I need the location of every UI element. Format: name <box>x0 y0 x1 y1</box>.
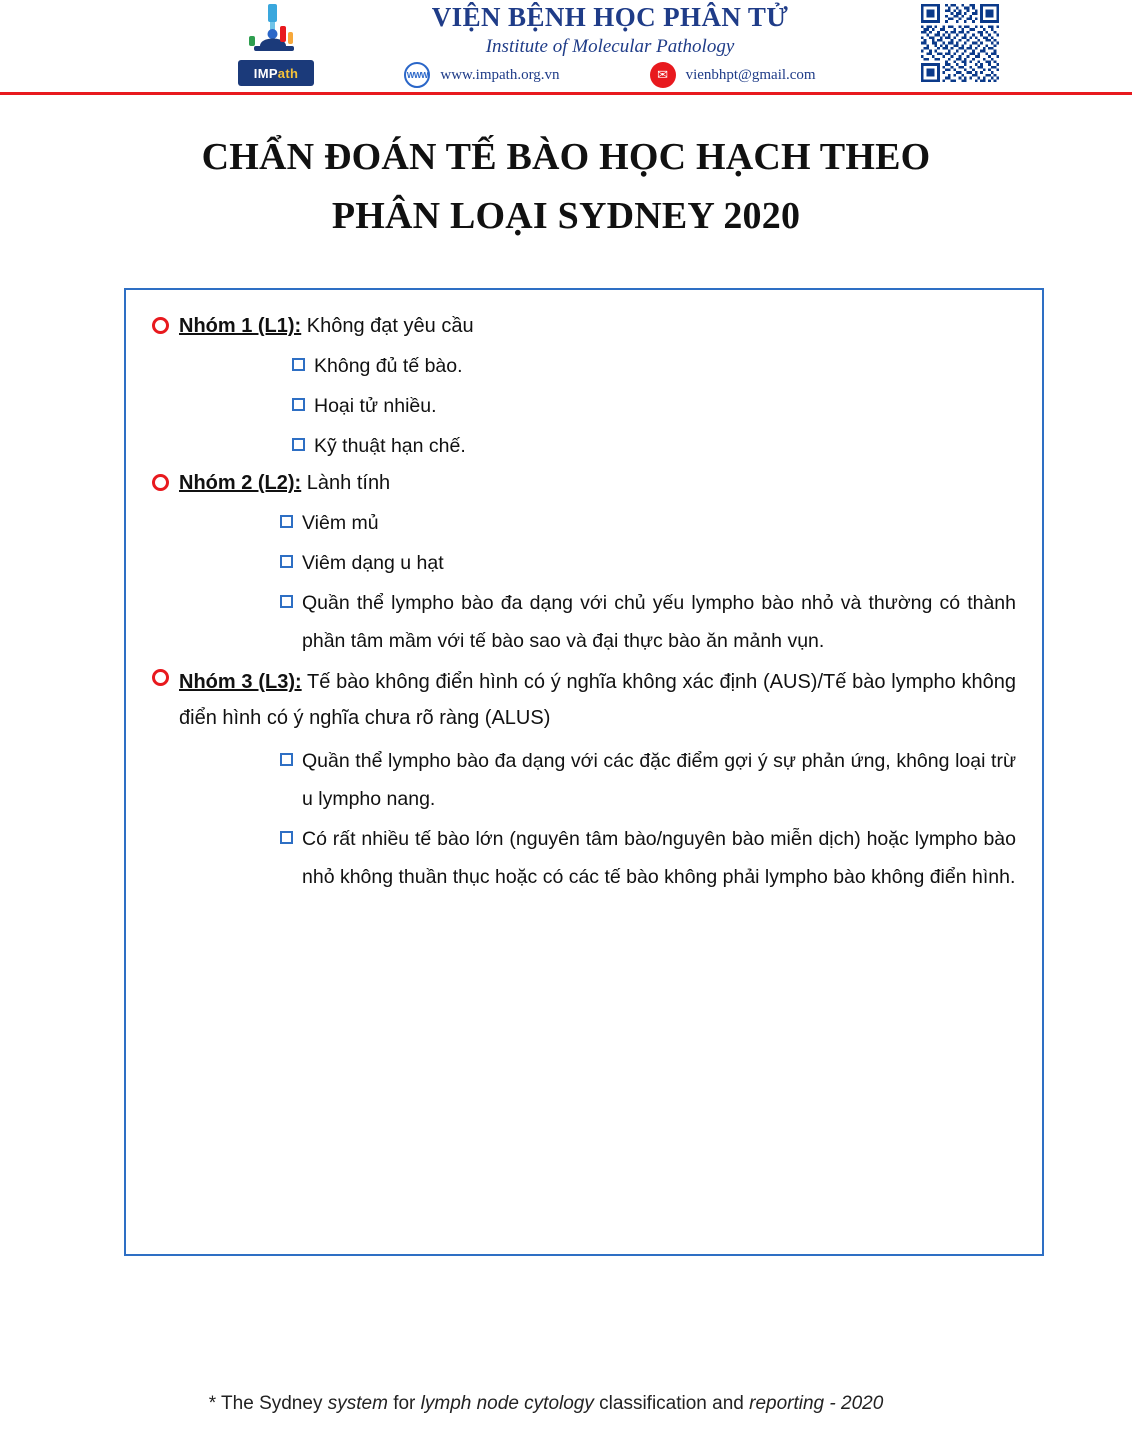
list-item-text: Có rất nhiều tế bào lớn (nguyên tâm bào/nguyên bào miễn dịch) hoặc lympho bào nhỏ không thuần thục hoặc có các tế bào không phải lympho bào không điển hình. <box>302 828 1016 889</box>
ring-bullet-icon <box>152 669 169 686</box>
footnote-em-3: reporting - 2020 <box>749 1393 884 1414</box>
footnote-em-1: system <box>327 1393 388 1414</box>
classification-content-box <box>124 288 1044 1256</box>
checkbox-square-icon <box>280 753 293 766</box>
list-item <box>280 504 1016 542</box>
checkbox-square-icon <box>280 515 293 528</box>
header-divider <box>0 92 1132 95</box>
list-item <box>292 347 1016 385</box>
list-item-text: Quần thể lympho bào đa dạng với chủ yếu lympho bào nhỏ và thường có thành phần tâm mầm với tế bào sao và đại thực bào ăn mảnh vụn. <box>302 592 1016 653</box>
page-title <box>0 128 1132 246</box>
list-item <box>292 387 1016 425</box>
group-l3-label: Nhóm 3 (L3): <box>179 671 302 694</box>
impath-logo <box>238 2 314 88</box>
checkbox-square-icon <box>280 831 293 844</box>
globe-icon <box>404 62 430 88</box>
qr-code-icon <box>921 4 999 82</box>
list-item <box>280 742 1016 818</box>
org-title-en: Institute of Molecular Pathology <box>485 36 735 57</box>
microscope-icon <box>246 2 302 60</box>
footnote-mid-2: classification and <box>593 1393 750 1414</box>
group-l1-label: Nhóm 1 (L1): <box>179 315 302 337</box>
group-l2-items <box>152 504 1016 660</box>
group-l2-label: Nhóm 2 (L2): <box>179 472 302 495</box>
list-item <box>280 820 1016 896</box>
page-title-line-2: PHÂN LOẠI SYDNEY 2020 <box>331 194 801 237</box>
list-item-text: Quần thể lympho bào đa dạng với các đặc điểm gợi ý sự phản ứng, không loại trừ u lympho nang. <box>302 750 1016 811</box>
page-title-line-1: CHẨN ĐOÁN TẾ BÀO HỌC HẠCH THEO <box>201 136 931 178</box>
group-l2 <box>152 469 1016 660</box>
group-l3-heading <box>152 664 1016 736</box>
list-item-text: Không đủ tế bào. <box>314 355 463 377</box>
email-address: vienbhpt@gmail.com <box>685 66 816 83</box>
mail-icon: ✉ <box>650 62 676 88</box>
footnote-prefix: * The Sydney <box>208 1393 328 1414</box>
email-contact[interactable] <box>650 62 816 88</box>
checkbox-square-icon <box>280 595 293 608</box>
checkbox-square-icon <box>280 555 293 568</box>
ring-bullet-icon <box>152 317 169 334</box>
group-l1-heading <box>152 312 1016 341</box>
group-l2-title: Lành tính <box>301 472 391 495</box>
group-l1-heading-text <box>179 312 1016 341</box>
logo-text-path: ath <box>277 65 299 81</box>
website-url: www.impath.org.vn <box>440 66 560 83</box>
list-item-text: Viêm dạng u hạt <box>302 552 444 575</box>
www-icon-label: WWW <box>406 70 428 80</box>
list-item-text: Viêm mủ <box>302 512 379 535</box>
list-item <box>280 584 1016 660</box>
checkbox-square-icon <box>292 358 305 371</box>
list-item <box>292 427 1016 465</box>
contact-row <box>330 62 890 88</box>
page-header <box>0 0 1132 94</box>
logo-text-imp: IMP <box>253 65 278 81</box>
group-l3 <box>152 664 1016 896</box>
ring-bullet-icon <box>152 474 169 491</box>
group-l1 <box>152 312 1016 465</box>
group-l1-items <box>152 347 1016 465</box>
list-item <box>280 544 1016 582</box>
list-item-text: Hoại tử nhiều. <box>314 395 437 418</box>
group-l2-heading-text <box>179 469 1016 498</box>
website-contact[interactable] <box>404 62 559 88</box>
group-l1-title: Không đạt yêu cầu <box>301 315 474 337</box>
group-l3-heading-text <box>179 664 1016 736</box>
checkbox-square-icon <box>292 438 305 451</box>
footnote-em-2: lymph node cytology <box>420 1393 594 1414</box>
checkbox-square-icon <box>292 398 305 411</box>
logo-wordmark <box>238 60 314 86</box>
list-item-text: Kỹ thuật hạn chế. <box>314 435 466 458</box>
group-l2-heading <box>152 469 1016 498</box>
group-l3-items <box>152 742 1016 896</box>
org-title-vi: VIỆN BỆNH HỌC PHÂN TỬ <box>431 2 789 32</box>
footnote-mid-1: for <box>387 1393 421 1414</box>
source-footnote <box>0 1393 1132 1415</box>
group-l3-title: Tế bào không điển hình có ý nghĩa không xác định (AUS)/Tế bào lympho không điển hình có ý nghĩa chưa rõ ràng (ALUS) <box>179 671 1016 730</box>
